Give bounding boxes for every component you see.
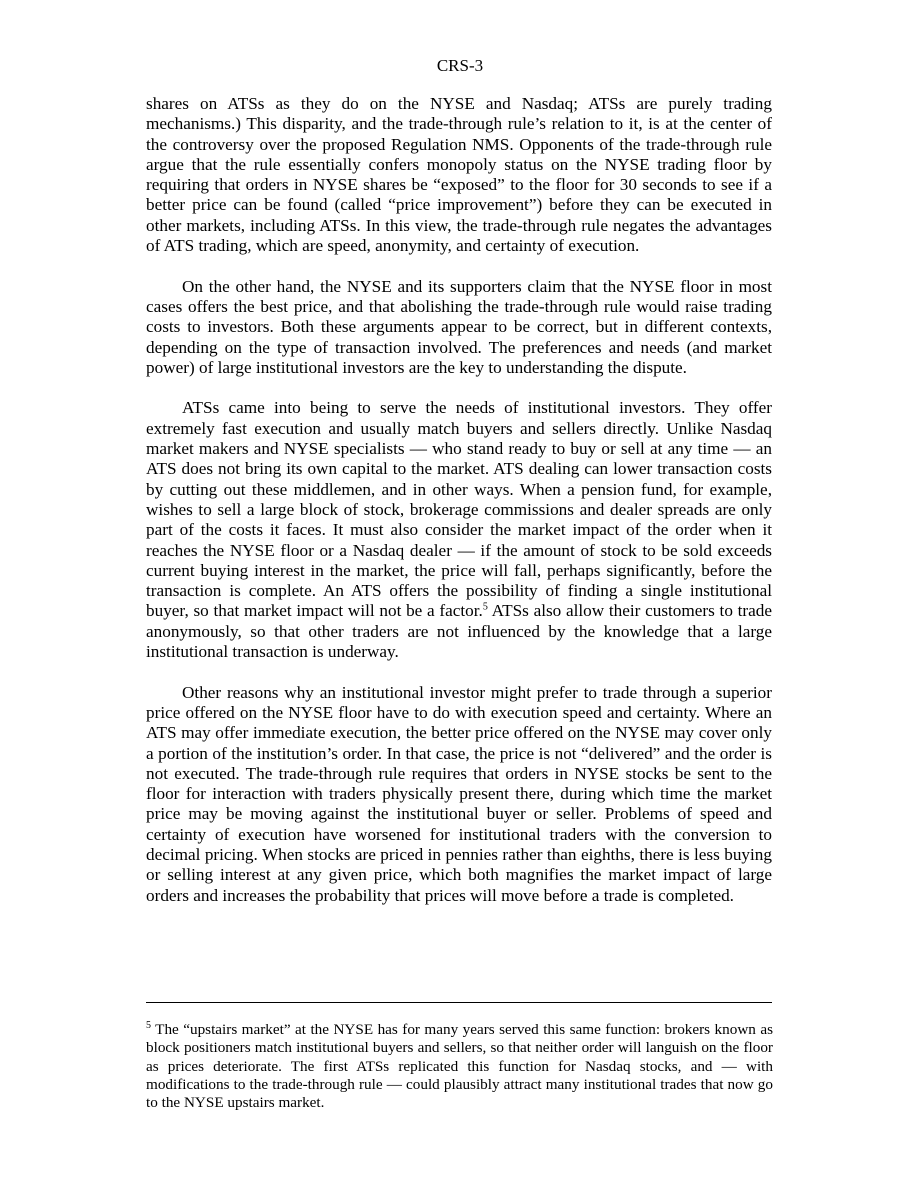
footnote-reference-5[interactable]: 5 — [482, 601, 488, 613]
paragraph-4: Other reasons why an institutional investor might prefer to trade through a superior price offered on the NYSE floor have to do with execution speed and certainty. Where an ATS may offer immediate execution, the better price offered on the NYSE may cover only a portion of the institution’s order. In that case, the price is not “delivered” and the order is not executed. The trade-through rule requires that orders in NYSE stocks be sent to the floor for interaction with traders physically present there, during which time the market price may be moving against the institutional buyer or seller. Problems of speed and certainty of execution have worsened for institutional traders with the conversion to decimal pricing. When stocks are priced in pennies rather than eighths, there is less buying or selling interest at any given price, which both magnifies the market impact of large orders and increases the probability that prices will move before a trade is completed. — [146, 682, 772, 905]
paragraph-3-text-a: ATSs came into being to serve the needs of institutional investors. They offer extremely fast execution and usually match buyers and sellers directly. Unlike Nasdaq market makers and NYSE specialists — who stand ready to buy or sell at any time — an ATS does not bring its own capital to the market. ATS dealing can lower transaction costs by cutting out these middlemen, and in other ways. When a pension fund, for example, wishes to sell a large block of stock, brokerage commissions and dealer spreads are only part of the costs it faces. It must also consider the market impact of the order when it reaches the NYSE floor or a Nasdaq dealer — if the amount of stock to be sold exceeds current buying interest in the market, the price will fall, perhaps significantly, before the transaction is complete. An ATS offers the possibility of finding a single institutional buyer, so that market impact will not be a factor. — [146, 398, 772, 621]
footnote-text: The “upstairs market” at the NYSE has for many years served this same function: brokers known as block positioners match institutional buyers and sellers, so that neither order will languish on the floor as prices deteriorate. The first ATSs replicated this function for Nasdaq stocks, and — with modifications to the trade-through rule — could plausibly attract many institutional trades that now go to the NYSE upstairs market. — [146, 1021, 773, 1112]
paragraph-3-text-b: ATSs also allow their customers to trade anonymously, so that other traders are not influenced by the knowledge that a large institutional transaction is underway. — [146, 601, 772, 662]
footnote-marker: 5 — [146, 1019, 151, 1031]
body-text — [146, 94, 772, 926]
footnote — [146, 1021, 773, 1112]
paragraph-1: shares on ATSs as they do on the NYSE and Nasdaq; ATSs are purely trading mechanisms.) This disparity, and the trade-through rule’s relation to it, is at the center of the controversy over the proposed Regulation NMS. Opponents of the trade-through rule argue that the rule essentially confers monopoly status on the NYSE trading floor by requiring that orders in NYSE shares be “exposed” to the floor for 30 seconds to see if a better price can be found (called “price improvement”) before they can be executed in other markets, including ATSs. In this view, the trade-through rule negates the advantages of ATS trading, which are speed, anonymity, and certainty of execution. — [146, 94, 772, 256]
page-header: CRS-3 — [436, 56, 484, 75]
paragraph-2: On the other hand, the NYSE and its supporters claim that the NYSE floor in most cases offers the best price, and that abolishing the trade-through rule would raise trading costs to investors. Both these arguments appear to be correct, but in different contexts, depending on the type of transaction involved. The preferences and needs (and market power) of large institutional investors are the key to understanding the dispute. — [146, 276, 772, 377]
paragraph-3 — [146, 398, 772, 662]
footnote-divider — [146, 1002, 772, 1003]
